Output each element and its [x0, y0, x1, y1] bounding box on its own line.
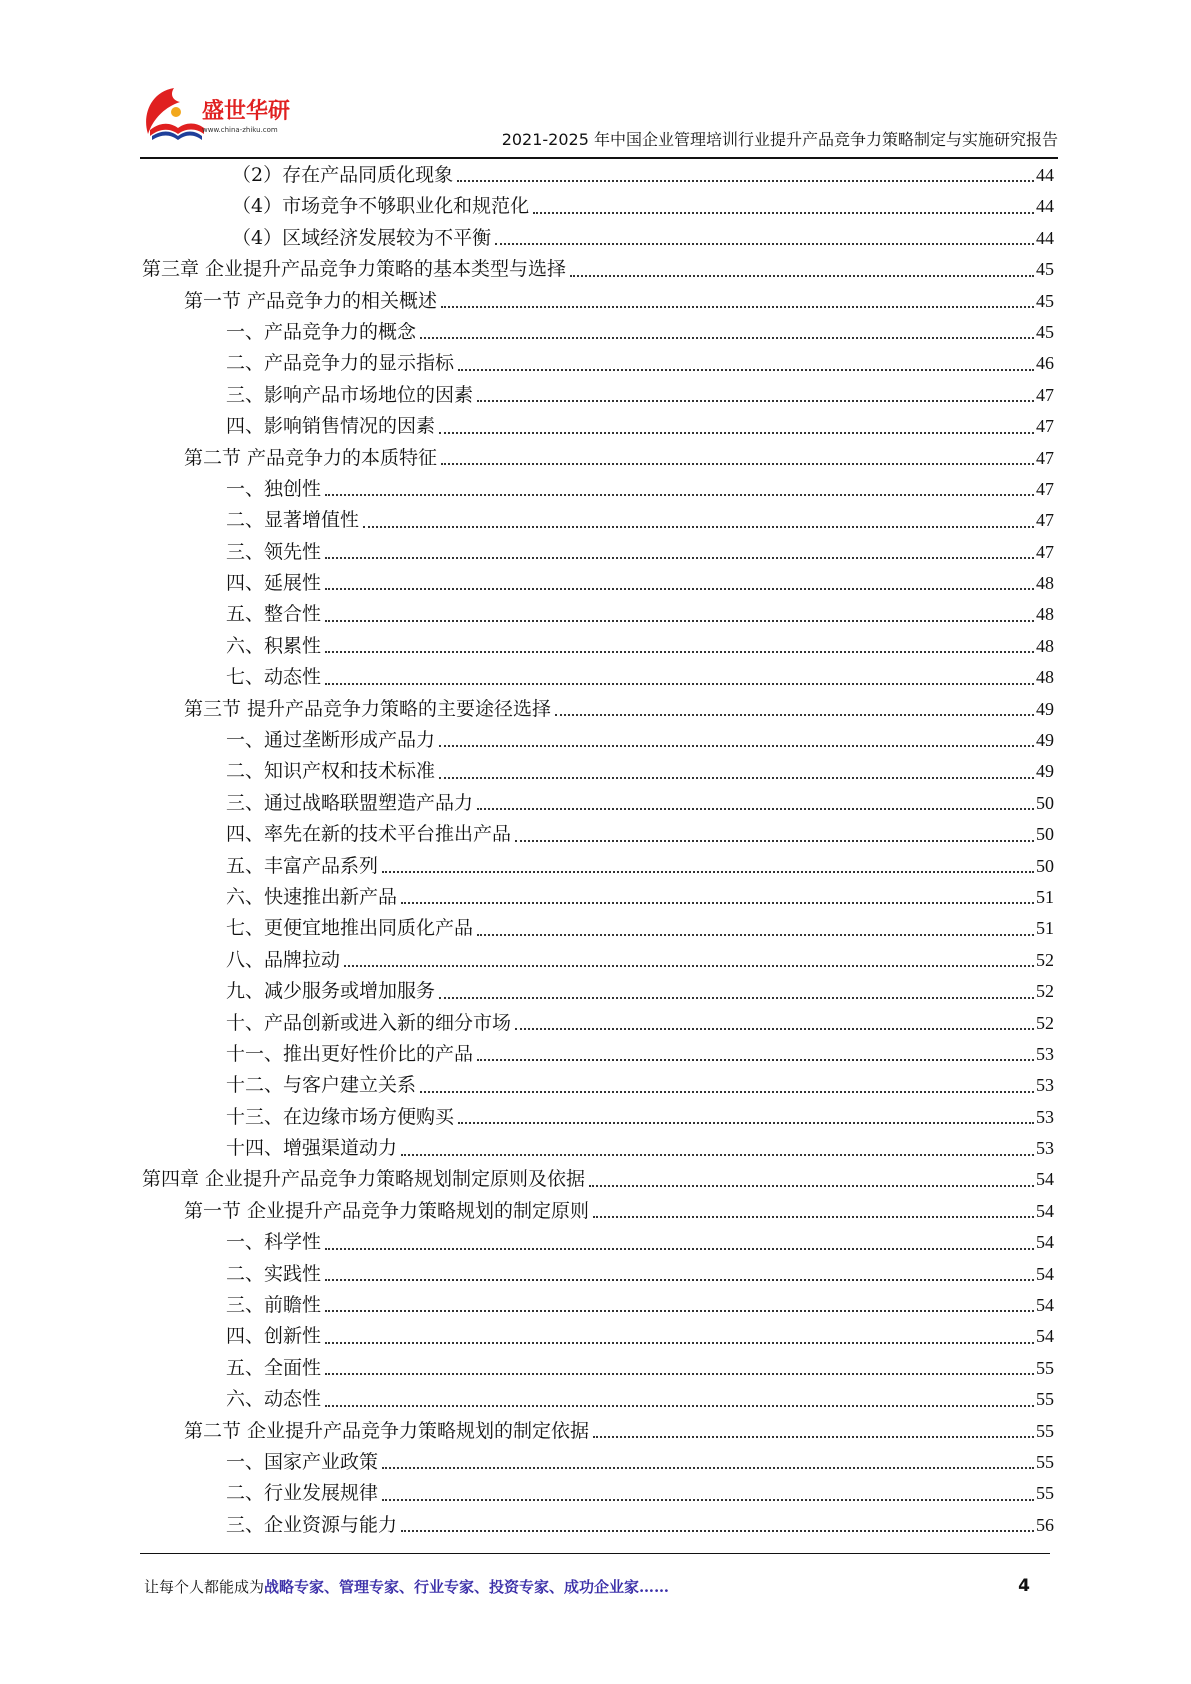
toc-entry-page: 55	[1036, 1357, 1054, 1378]
toc-entry[interactable]	[142, 725, 1054, 756]
toc-entry[interactable]	[142, 913, 1054, 944]
toc-entry-label: 四、延展性	[226, 572, 322, 595]
toc-dot-leader	[325, 1373, 1034, 1375]
toc-entry-label: 五、丰富产品系列	[226, 854, 379, 877]
toc-entry-label: 六、积累性	[226, 634, 322, 657]
toc-dot-leader	[533, 212, 1034, 214]
toc-dot-leader	[382, 1467, 1034, 1469]
toc-dot-leader	[570, 275, 1034, 277]
toc-dot-leader	[457, 180, 1034, 182]
toc-entry[interactable]	[142, 851, 1054, 882]
toc-entry-label: 十三、在边缘市场方便购买	[226, 1105, 455, 1128]
toc-entry-label: 十四、增强渠道动力	[226, 1137, 398, 1160]
toc-dot-leader	[593, 1436, 1034, 1438]
toc-entry-label: 七、更便宜地推出同质化产品	[226, 917, 474, 940]
page-footer	[144, 1576, 1030, 1602]
toc-entry-label: 二、显著增值性	[226, 509, 360, 532]
toc-entry-label: 三、通过战略联盟塑造产品力	[226, 791, 474, 814]
toc-entry-label: 九、减少服务或增加服务	[226, 980, 436, 1003]
toc-entry-label: 十一、推出更好性价比的产品	[226, 1042, 474, 1065]
toc-dot-leader	[439, 997, 1034, 999]
toc-entry-page: 46	[1036, 353, 1054, 374]
toc-dot-leader	[401, 1154, 1034, 1156]
toc-dot-leader	[477, 1059, 1034, 1061]
toc-entry-label: 第三节 提升产品竞争力策略的主要途径选择	[184, 697, 552, 720]
toc-entry[interactable]	[142, 694, 1054, 725]
toc-entry-label: 第一节 企业提升产品竞争力策略规划的制定原则	[184, 1199, 590, 1222]
toc-entry-label: 六、动态性	[226, 1388, 322, 1411]
toc-dot-leader	[325, 1310, 1034, 1312]
toc-entry[interactable]	[142, 1008, 1054, 1039]
toc-dot-leader	[439, 745, 1034, 747]
toc-entry-label: 第三章 企业提升产品竞争力策略的基本类型与选择	[142, 258, 567, 281]
toc-entry-label: 八、品牌拉动	[226, 948, 341, 971]
toc-entry[interactable]	[142, 1102, 1054, 1133]
toc-entry[interactable]	[142, 1290, 1054, 1321]
toc-entry-label: 第一节 产品竞争力的相关概述	[184, 289, 438, 312]
toc-entry-page: 44	[1036, 227, 1054, 248]
toc-entry[interactable]	[142, 568, 1054, 599]
toc-dot-leader	[439, 777, 1034, 779]
toc-entry-label: （2）存在产品同质化现象	[232, 163, 454, 186]
toc-dot-leader	[515, 1028, 1034, 1030]
toc-entry-page: 55	[1036, 1420, 1054, 1441]
toc-dot-leader	[458, 369, 1034, 371]
toc-entry-page: 50	[1036, 855, 1054, 876]
toc-entry[interactable]	[142, 254, 1054, 285]
toc-entry[interactable]	[142, 380, 1054, 411]
toc-dot-leader	[477, 808, 1034, 810]
toc-entry[interactable]	[142, 1478, 1054, 1509]
toc-entry-page: 50	[1036, 824, 1054, 845]
toc-entry-page: 48	[1036, 667, 1054, 688]
toc-entry-page: 54	[1036, 1326, 1054, 1347]
toc-dot-leader	[325, 1248, 1034, 1250]
toc-dot-leader	[589, 1185, 1034, 1187]
toc-entry[interactable]	[142, 756, 1054, 787]
toc-entry-page: 56	[1036, 1514, 1054, 1535]
toc-entry-label: 二、实践性	[226, 1262, 322, 1285]
toc-dot-leader	[325, 588, 1034, 590]
toc-dot-leader	[325, 651, 1034, 653]
toc-entry-label: 一、国家产业政策	[226, 1451, 379, 1473]
toc-entry-page: 49	[1036, 698, 1054, 719]
toc-entry-label: 五、整合性	[226, 603, 322, 626]
page-header	[140, 82, 1058, 158]
toc-entry-label: 三、影响产品市场地位的因素	[226, 383, 474, 406]
toc-dot-leader	[515, 840, 1034, 842]
toc-entry[interactable]	[142, 348, 1054, 379]
toc-entry-page: 45	[1036, 321, 1054, 342]
toc-entry-label: （4）市场竞争不够职业化和规范化	[232, 195, 530, 218]
toc-entry-page: 44	[1036, 196, 1054, 217]
toc-entry[interactable]	[142, 286, 1054, 317]
toc-entry[interactable]	[142, 1384, 1054, 1415]
toc-entry[interactable]	[142, 443, 1054, 474]
toc-entry-page: 54	[1036, 1200, 1054, 1221]
toc-entry[interactable]	[142, 945, 1054, 976]
toc-entry-page: 53	[1036, 1138, 1054, 1159]
toc-entry-page: 49	[1036, 761, 1054, 782]
toc-entry[interactable]	[142, 191, 1054, 222]
toc-entry-page: 51	[1036, 918, 1054, 939]
toc-entry-page: 45	[1036, 259, 1054, 280]
toc-entry-page: 54	[1036, 1232, 1054, 1253]
toc-entry-page: 51	[1036, 886, 1054, 907]
toc-dot-leader	[325, 1279, 1034, 1281]
book-swoosh-icon	[146, 88, 204, 140]
toc-entry-page: 53	[1036, 1106, 1054, 1127]
toc-entry[interactable]	[142, 1133, 1054, 1164]
header-divider	[140, 157, 1058, 159]
toc-entry[interactable]	[142, 631, 1054, 662]
toc-entry[interactable]	[142, 223, 1054, 254]
toc-entry[interactable]	[142, 1227, 1054, 1258]
toc-entry[interactable]	[142, 819, 1054, 850]
toc-entry[interactable]	[142, 976, 1054, 1007]
toc-dot-leader	[420, 1091, 1034, 1093]
toc-entry[interactable]	[142, 882, 1054, 913]
toc-entry-page: 55	[1036, 1389, 1054, 1410]
toc-entry-label: 一、科学性	[226, 1231, 322, 1254]
toc-entry[interactable]	[142, 505, 1054, 536]
toc-entry-page: 48	[1036, 573, 1054, 594]
toc-entry-label: 四、率先在新的技术平台推出产品	[226, 823, 512, 846]
toc-dot-leader	[477, 934, 1034, 936]
toc-dot-leader	[441, 463, 1034, 465]
brand-url: www.china-zhiku.com	[202, 126, 278, 134]
toc-dot-leader	[420, 337, 1034, 339]
toc-entry-label: 一、通过垄断形成产品力	[226, 729, 436, 752]
toc-entry-page: 55	[1036, 1483, 1054, 1504]
toc-entry[interactable]	[142, 788, 1054, 819]
footer-divider	[140, 1553, 1050, 1554]
toc-entry-label: 五、全面性	[226, 1356, 322, 1379]
toc-entry[interactable]	[142, 1321, 1054, 1352]
toc-entry[interactable]	[142, 1259, 1054, 1290]
toc-entry-page: 44	[1036, 164, 1054, 185]
toc-entry-label: 第四章 企业提升产品竞争力策略规划制定原则及依据	[142, 1168, 586, 1191]
toc-entry-label: 三、领先性	[226, 540, 322, 563]
toc-entry-page: 54	[1036, 1169, 1054, 1190]
footer-slogan-roles: 战略专家、管理专家、行业专家、投资专家、成功企业家……	[264, 1578, 670, 1596]
toc-dot-leader	[325, 1342, 1034, 1344]
toc-entry[interactable]	[142, 1353, 1054, 1384]
toc-entry-label: 七、动态性	[226, 666, 322, 689]
toc-dot-leader	[382, 1499, 1034, 1501]
toc-dot-leader	[477, 400, 1034, 402]
toc-entry-page: 47	[1036, 384, 1054, 405]
toc-entry[interactable]	[142, 411, 1054, 442]
footer-slogan-prefix: 让每个人都能成为	[144, 1578, 265, 1596]
toc-entry-label: 十二、与客户建立关系	[226, 1074, 417, 1097]
toc-entry-label: 四、创新性	[226, 1325, 322, 1348]
brand-logo	[140, 82, 310, 148]
toc-entry-page: 52	[1036, 981, 1054, 1002]
toc-dot-leader	[325, 620, 1034, 622]
toc-entry-label: 六、快速推出新产品	[226, 885, 398, 908]
toc-dot-leader	[363, 526, 1034, 528]
toc-entry-label: 第二节 产品竞争力的本质特征	[184, 446, 438, 469]
toc-entry-page: 53	[1036, 1075, 1054, 1096]
toc-entry-label: 二、产品竞争力的显示指标	[226, 352, 455, 375]
toc-entry-page: 47	[1036, 541, 1054, 562]
toc-entry-label: 一、独创性	[226, 477, 322, 500]
toc-entry[interactable]	[142, 1165, 1054, 1196]
toc-entry-label: 三、企业资源与能力	[226, 1513, 398, 1536]
toc-entry-label: 一、产品竞争力的概念	[226, 320, 417, 343]
toc-entry[interactable]	[142, 1416, 1054, 1447]
toc-dot-leader	[441, 306, 1034, 308]
toc-entry-page: 52	[1036, 949, 1054, 970]
toc-entry[interactable]	[142, 317, 1054, 348]
toc-dot-leader	[495, 243, 1034, 245]
toc-entry[interactable]	[142, 1196, 1054, 1227]
table-of-contents	[142, 160, 1054, 1541]
toc-entry[interactable]	[142, 662, 1054, 693]
toc-entry-label: 二、行业发展规律	[226, 1482, 379, 1505]
toc-entry-page: 47	[1036, 478, 1054, 499]
toc-entry-label: 十、产品创新或进入新的细分市场	[226, 1011, 512, 1034]
toc-dot-leader	[325, 683, 1034, 685]
toc-dot-leader	[325, 494, 1034, 496]
toc-entry[interactable]	[142, 1510, 1054, 1541]
toc-entry-label: （4）区域经济发展较为不平衡	[232, 226, 492, 249]
toc-dot-leader	[593, 1216, 1034, 1218]
toc-dot-leader	[325, 557, 1034, 559]
toc-entry[interactable]	[142, 1039, 1054, 1070]
toc-entry[interactable]	[142, 1070, 1054, 1101]
toc-entry-page: 48	[1036, 604, 1054, 625]
toc-entry-page: 52	[1036, 1012, 1054, 1033]
toc-entry-label: 四、影响销售情况的因素	[226, 415, 436, 438]
toc-entry[interactable]	[142, 537, 1054, 568]
toc-dot-leader	[401, 1530, 1034, 1532]
toc-entry-page: 48	[1036, 635, 1054, 656]
page-number: 4	[1018, 1576, 1030, 1596]
toc-entry-page: 54	[1036, 1295, 1054, 1316]
toc-entry-page: 54	[1036, 1263, 1054, 1284]
toc-entry[interactable]	[142, 160, 1054, 191]
report-title: 2021-2025 年中国企业管理培训行业提升产品竞争力策略制定与实施研究报告	[501, 130, 1058, 149]
toc-entry-page: 47	[1036, 510, 1054, 531]
toc-entry-page: 47	[1036, 447, 1054, 468]
toc-dot-leader	[401, 902, 1034, 904]
toc-dot-leader	[382, 871, 1034, 873]
brand-name: 盛世华研	[202, 99, 291, 124]
toc-dot-leader	[555, 714, 1034, 716]
toc-entry-page: 53	[1036, 1043, 1054, 1064]
toc-entry[interactable]	[142, 599, 1054, 630]
toc-dot-leader	[439, 432, 1034, 434]
toc-dot-leader	[344, 965, 1034, 967]
toc-entry-page: 47	[1036, 416, 1054, 437]
toc-entry-page: 45	[1036, 290, 1054, 311]
toc-entry[interactable]	[142, 474, 1054, 505]
toc-entry-page: 49	[1036, 730, 1054, 751]
toc-entry-label: 第二节 企业提升产品竞争力策略规划的制定依据	[184, 1419, 590, 1442]
toc-entry-page: 50	[1036, 792, 1054, 813]
toc-dot-leader	[325, 1405, 1034, 1407]
toc-entry[interactable]	[142, 1447, 1054, 1478]
toc-entry-label: 三、前瞻性	[226, 1294, 322, 1317]
toc-entry-page: 55	[1036, 1452, 1054, 1472]
toc-dot-leader	[458, 1122, 1034, 1124]
toc-entry-label: 二、知识产权和技术标准	[226, 760, 436, 783]
